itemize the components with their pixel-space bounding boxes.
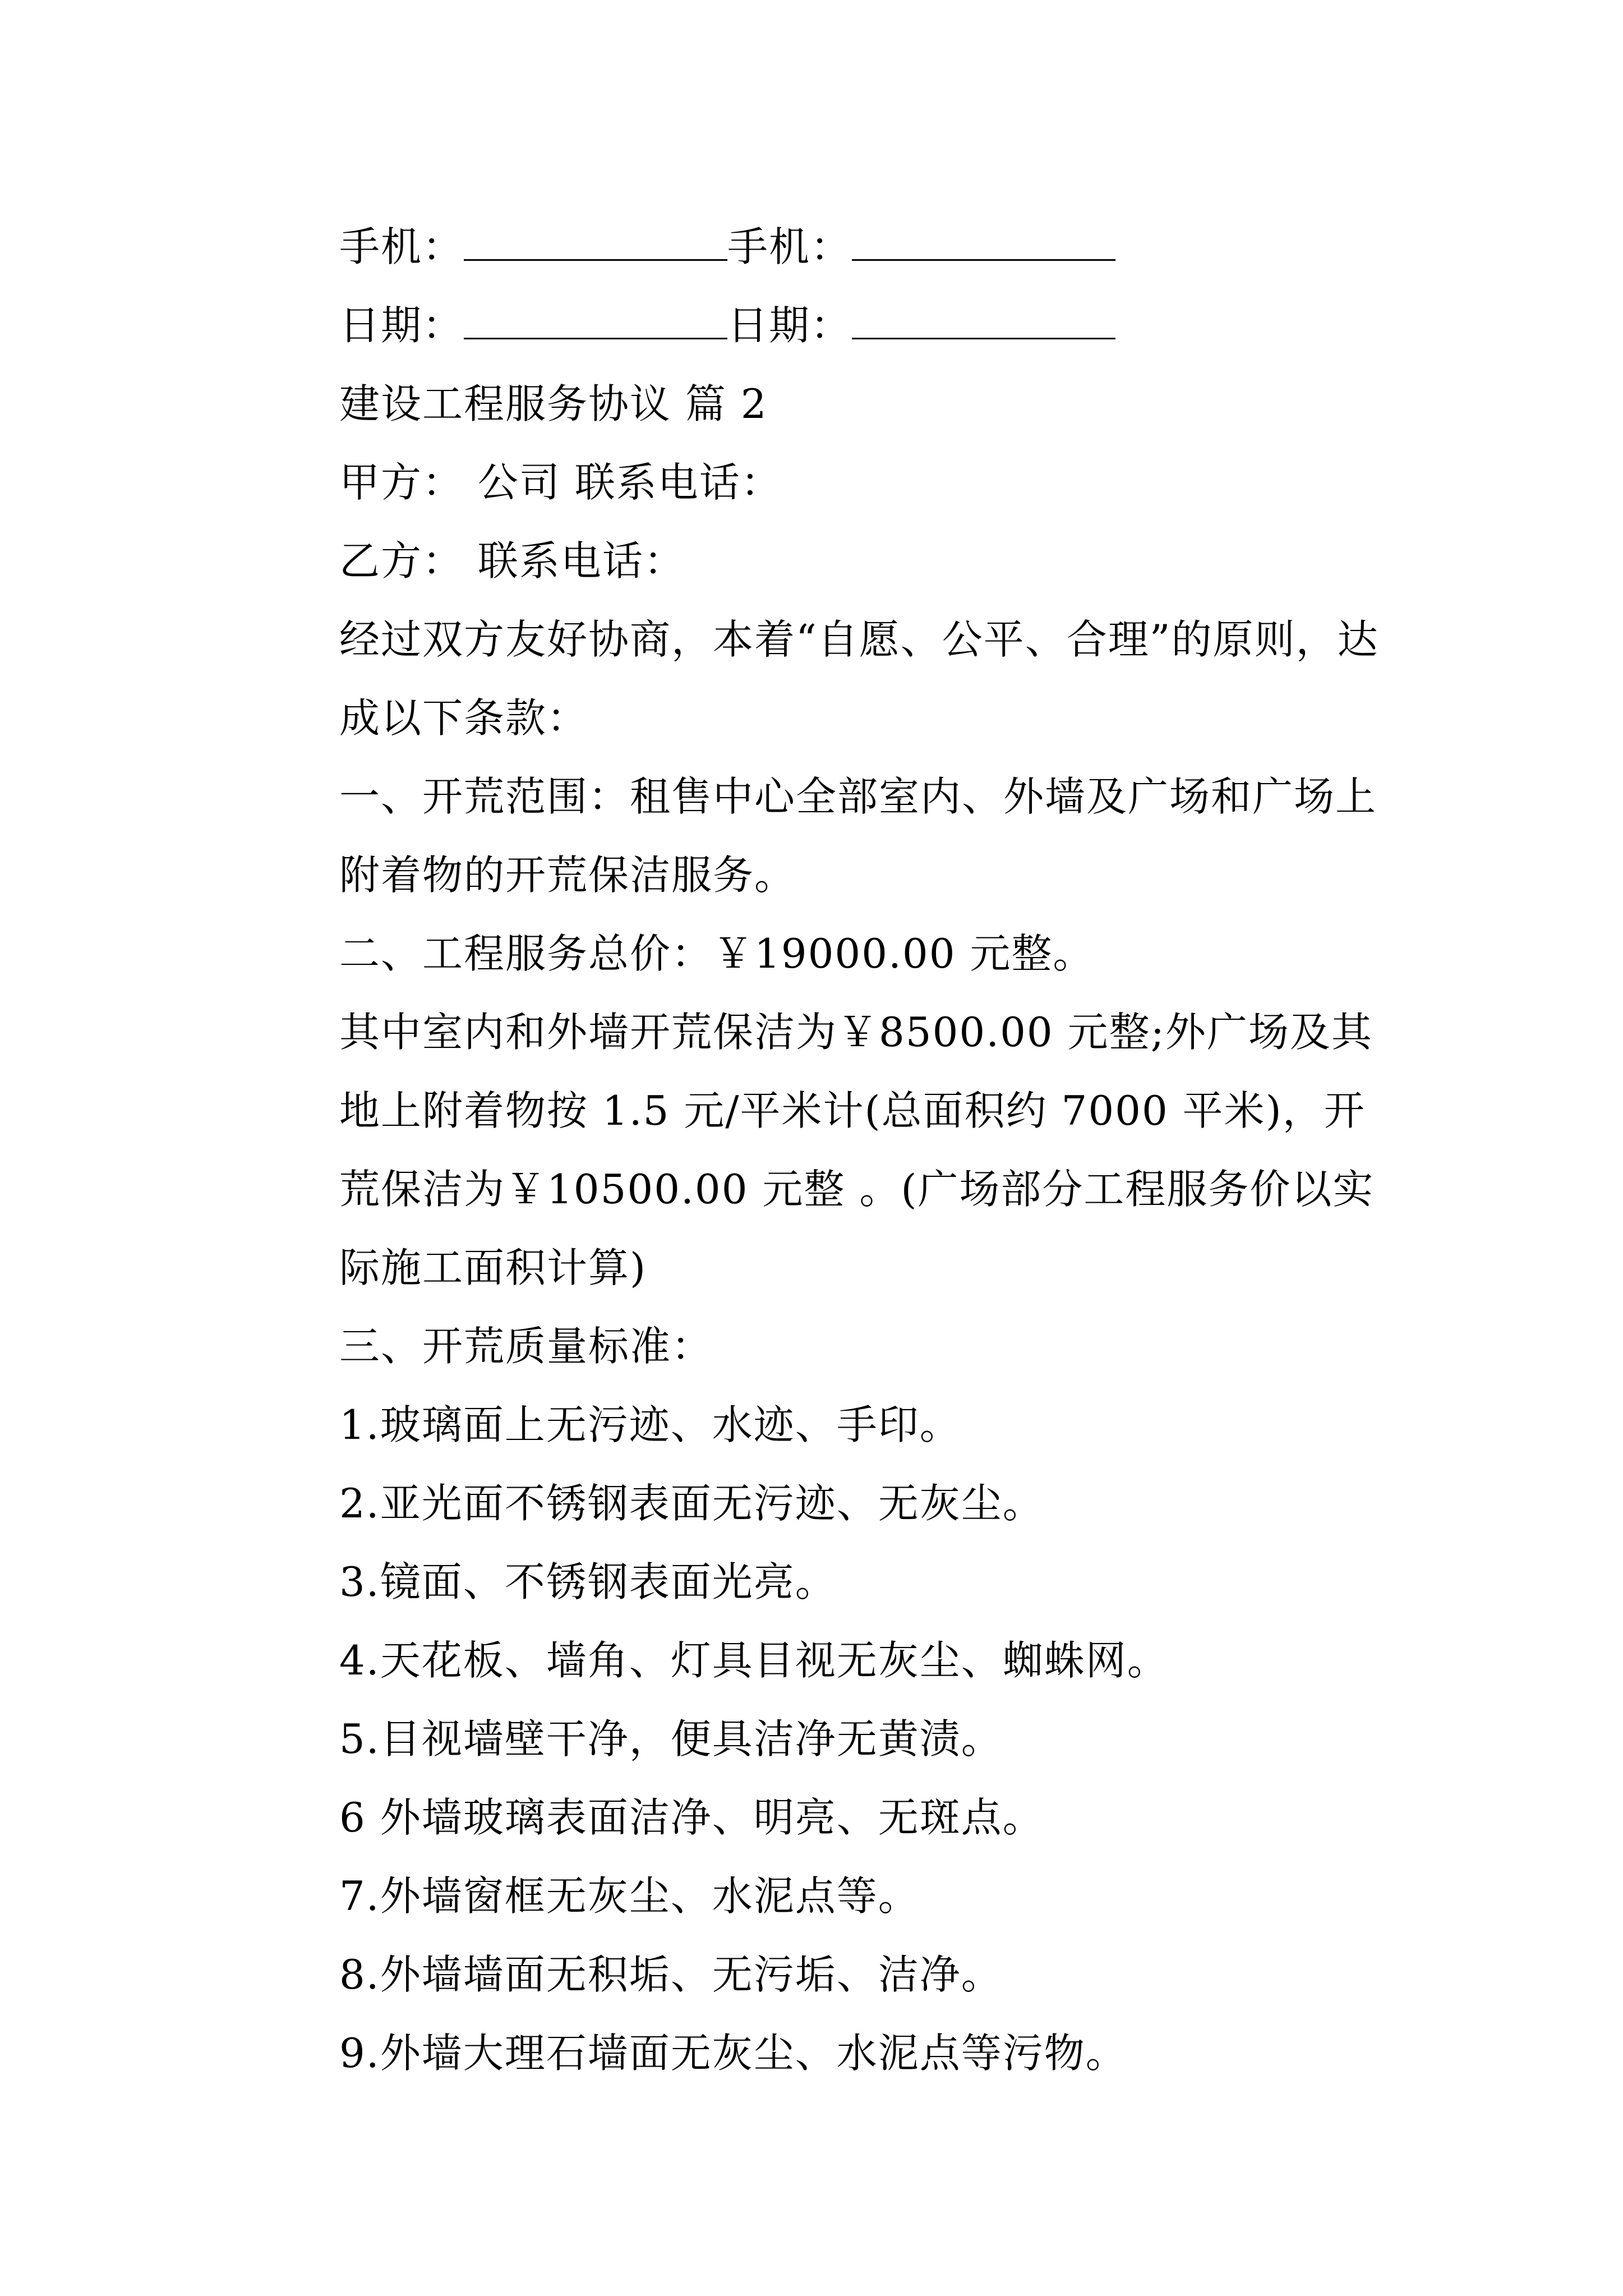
phone-label-party-a: 手机： [339,223,464,270]
date-blank-party-b [852,305,1115,339]
date-row [248,286,1388,365]
section-heading: 建设工程服务协议 篇 2 [339,380,768,427]
standard-item-6: 6 外墙玻璃表面洁净、明亮、无斑点。 [339,1794,1044,1841]
phone-label-party-b: 手机： [727,223,852,270]
party-b-line: 乙方： 联系电话： [339,537,685,585]
standard-item-2: 2.亚光面不锈钢表面无污迹、无灰尘。 [339,1480,1044,1527]
standard-item-3: 3.镜面、不锈钢表面光亮。 [339,1558,837,1605]
party-a-line: 甲方： 公司 联系电话： [339,459,782,506]
standard-item-8: 8.外墙墙面无积垢、无污垢、洁净。 [339,1951,1003,1998]
date-blank-party-a [464,305,727,339]
standard-item-7: 7.外墙窗框无灰尘、水泥点等。 [339,1872,920,1920]
date-label-party-b: 日期： [727,302,852,349]
standard-item-5: 5.目视墙壁干净，便具洁净无黄渍。 [339,1715,1003,1763]
document-body [248,208,1388,2092]
clause-price-detail: 其中室内和外墙开荒保洁为￥8500.00 元整;外广场及其地上附着物按 1.5 元/平米计(总面积约 7000 平米)，开荒保洁为￥10500.00 元整 。(广场部分工程服务价以实际施工面积计算) [339,1009,1375,1291]
intro-paragraph: 经过双方友好协商，本着“自愿、公平、合理”的原则，达成以下条款： [339,616,1379,742]
standard-item-4: 4.天花板、墙角、灯具目视无灰尘、蜘蛛网。 [339,1637,1169,1684]
standard-item-9: 9.外墙大理石墙面无灰尘、水泥点等污物。 [339,2030,1127,2077]
date-label-party-a: 日期： [339,302,464,349]
standard-item-1: 1.玻璃面上无污迹、水迹、手印。 [339,1401,961,1448]
phone-blank-party-b [852,227,1115,261]
clause-scope: 一、开荒范围：租售中心全部室内、外墙及广场和广场上附着物的开荒保洁服务。 [339,773,1377,899]
clause-total-price: 二、工程服务总价：￥19000.00 元整。 [339,930,1095,977]
phone-blank-party-a [464,227,727,261]
clause-quality-title: 三、开荒质量标准： [339,1323,713,1370]
phone-row [248,208,1388,286]
